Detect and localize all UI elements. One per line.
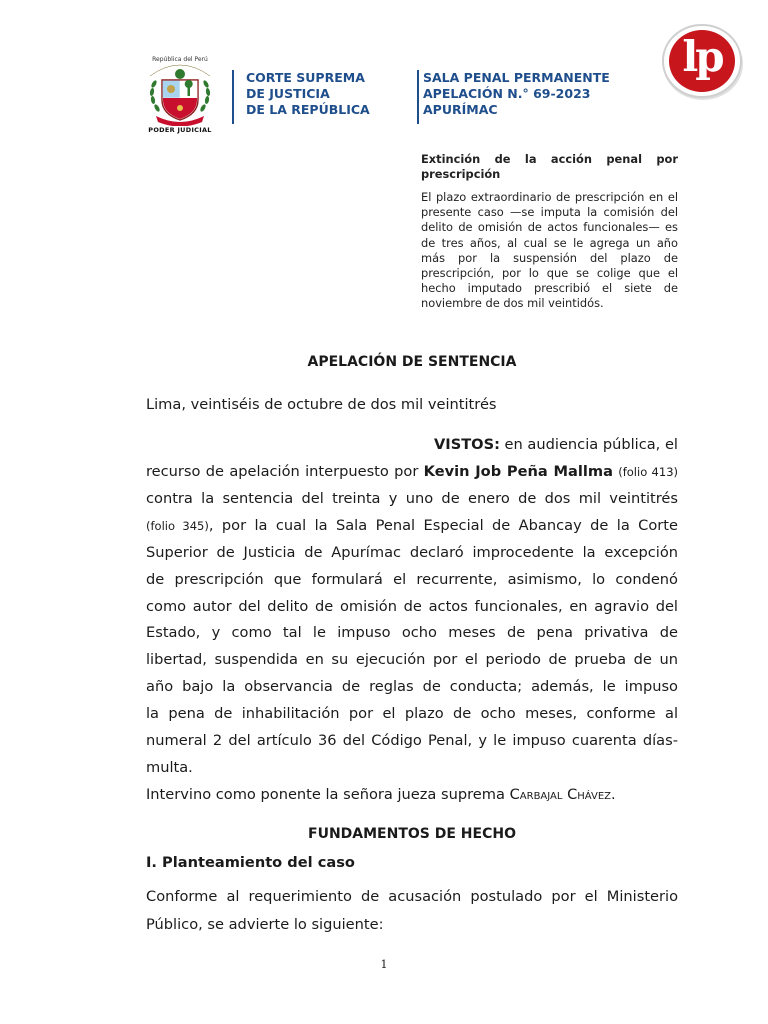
paragraph-line: como autor del delito de omisión de actos funcionales, en agravio del [146,598,678,615]
lp-logo-icon [660,22,746,102]
court-line: DE LA REPÚBLICA [246,102,370,117]
paragraph-line: Superior de Justicia de Apurímac declaró improcedente la excepción [146,544,678,561]
paragraph-line: Conforme al requerimiento de acusación postulado por el Ministerio [146,888,678,905]
case-header [417,70,610,124]
folio-reference: (folio 413) [618,465,678,479]
summary-body: El plazo extraordinario de prescripción en el presente caso —se imputa la comisión del delito de omisión de actos funcionales— es de tres años, al cual se le agrega un año más por la suspensión del plazo de prescripción, por lo que se colige que el hecho imputado prescribió el siete de noviembre de dos mil veintidós. [421,190,678,311]
paragraph-line: año bajo la observancia de reglas de conducta; además, le impuso [146,678,678,695]
institution-label: PODER JUDICIAL [148,126,212,134]
case-line: APELACIÓN N.° 69-2023 [423,86,591,101]
text-span: Intervino como ponente la señora jueza suprema [146,786,510,803]
folio-reference: (folio 345) [146,519,209,533]
paragraph-line [146,517,678,534]
court-header [232,70,370,124]
date-line: Lima, veintiséis de octubre de dos mil veintitrés [146,396,497,413]
document-title: APELACIÓN DE SENTENCIA [307,354,517,370]
text-span: . [611,786,616,803]
court-line: CORTE SUPREMA [246,70,365,85]
case-line: APURÍMAC [423,102,498,117]
summary-title: Extinción de la acción penal por prescripción [421,152,678,182]
paragraph-line [146,463,678,480]
paragraph-line: Estado, y como tal le impuso ocho meses de pena privativa de [146,624,678,641]
paragraph-line: multa. [146,759,193,776]
page-number: 1 [380,958,388,971]
appellant-name: Kevin Job Peña Mallma [423,463,613,480]
subsection-heading: I. Planteamiento del caso [146,854,355,871]
text-span: recurso de apelación interpuesto por [146,463,424,480]
ponente-name: Carbajal Chávez [509,786,612,803]
paragraph-line: libertad, suspendida en su ejecución por el periodo de prueba de un [146,651,678,668]
ponente-line [146,786,678,803]
paragraph-line: numeral 2 del artículo 36 del Código Penal, y le impuso cuarenta días- [146,732,678,749]
court-line: DE JUSTICIA [246,86,330,101]
vistos-line [146,436,678,453]
paragraph-line: Público, se advierte lo siguiente: [146,916,384,933]
vistos-text: en audiencia pública, el [499,436,678,453]
paragraph-line: contra la sentencia del treinta y uno de enero de dos mil veintitrés [146,490,678,507]
peru-coat-of-arms-icon [140,54,220,126]
text-span: , por la cual la Sala Penal Especial de Abancay de la Corte [208,517,678,534]
paragraph-line: de prescripción que formulará el recurrente, asimismo, lo condenó [146,571,678,588]
paragraph-line: la pena de inhabilitación por el plazo de ocho meses, conforme al [146,705,678,722]
seal-caption: República del Perú [152,56,208,63]
vistos-label: VISTOS: [433,436,500,453]
section-heading: FUNDAMENTOS DE HECHO [308,826,516,842]
logo-text: lp [682,32,722,81]
case-line: SALA PENAL PERMANENTE [423,70,610,85]
